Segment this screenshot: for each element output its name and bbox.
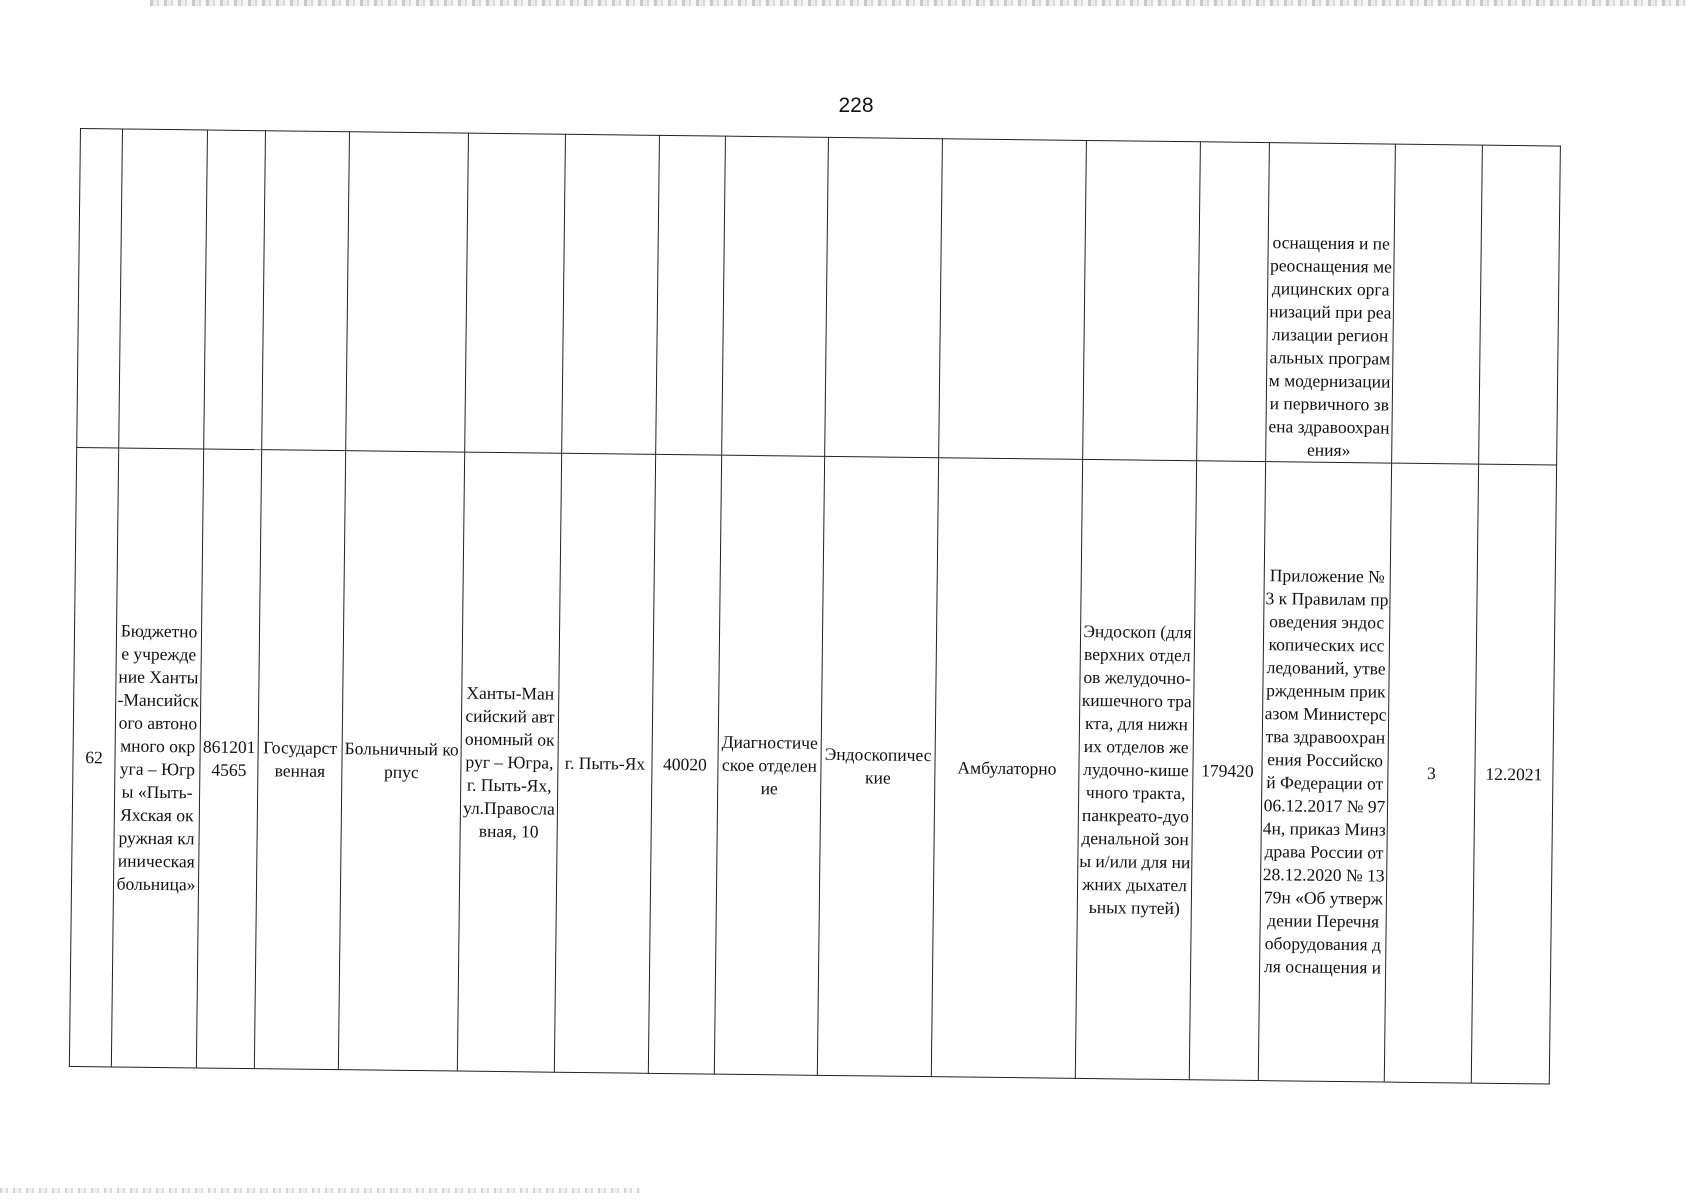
cell-empty [562, 134, 660, 454]
cell-equipment-code: 179420 [1189, 461, 1265, 1081]
cell-empty [1083, 140, 1201, 460]
cell-empty [465, 133, 566, 453]
cell-empty [1392, 144, 1483, 464]
cell-empty [262, 131, 350, 451]
cell-organization: Бюджетное учреждение Ханты-Мансийского автономного округа – Югры «Пыть-Яхская окружная клиническая больница» [111, 448, 203, 1068]
cell-profile: Эндоскопические [817, 456, 938, 1076]
cell-empty [204, 130, 266, 450]
cell-department: Диагностическое отделение [714, 455, 824, 1075]
page-number: 228 [838, 94, 874, 117]
cell-ownership: Государственная [254, 450, 345, 1070]
cell-address: Ханты-Мансийский автономный округ – Югра, г. Пыть-Ях, ул.Православная, 10 [457, 452, 561, 1072]
cell-empty [1197, 142, 1270, 462]
equipment-table [69, 128, 1561, 1085]
cell-empty [939, 139, 1087, 460]
cell-equipment: Эндоскоп (для верхних отделов желудочно-кишечного тракта, для нижних отделов желудочно-кишечного тракта, панкреато-дуоденальной зоны и/или для нижних дыхательных путей) [1075, 459, 1196, 1079]
cell-building: Больничный корпус [338, 451, 464, 1071]
cell-empty [346, 132, 469, 452]
table-row-continued [77, 129, 1561, 466]
scan-edge-top [150, 0, 1686, 6]
cell-row-number: 62 [69, 447, 118, 1066]
table-row [69, 447, 1556, 1084]
cell-empty [825, 137, 943, 457]
cell-empty [119, 129, 208, 449]
cell-care-form: Амбулаторно [931, 458, 1082, 1079]
cell-empty [77, 129, 123, 448]
cell-inn: 8612014565 [196, 449, 261, 1069]
cell-empty [1479, 145, 1561, 465]
cell-empty [722, 136, 829, 456]
cell-legal-basis-continued: оснащения и переоснащения медицинских организаций при реализации региональных программ модернизации и первичного звена здравоохранения» [1266, 143, 1396, 463]
cell-settlement: г. Пыть-Ях [554, 453, 655, 1073]
cell-quantity: 3 [1384, 463, 1478, 1083]
cell-empty [656, 135, 726, 455]
scan-edge-bottom [0, 1188, 640, 1193]
cell-code: 40020 [648, 454, 721, 1074]
cell-legal-basis: Приложение № 3 к Правилам проведения эндоскопических исследований, утвержденным приказом Министерства здравоохранения Российской Федерации от 06.12.2017 № 974н, приказ Минздрава России от 28.12.2020 № 1379н «Об утверждении Перечня оборудования для оснащения и [1258, 462, 1391, 1082]
cell-date: 12.2021 [1471, 464, 1556, 1084]
